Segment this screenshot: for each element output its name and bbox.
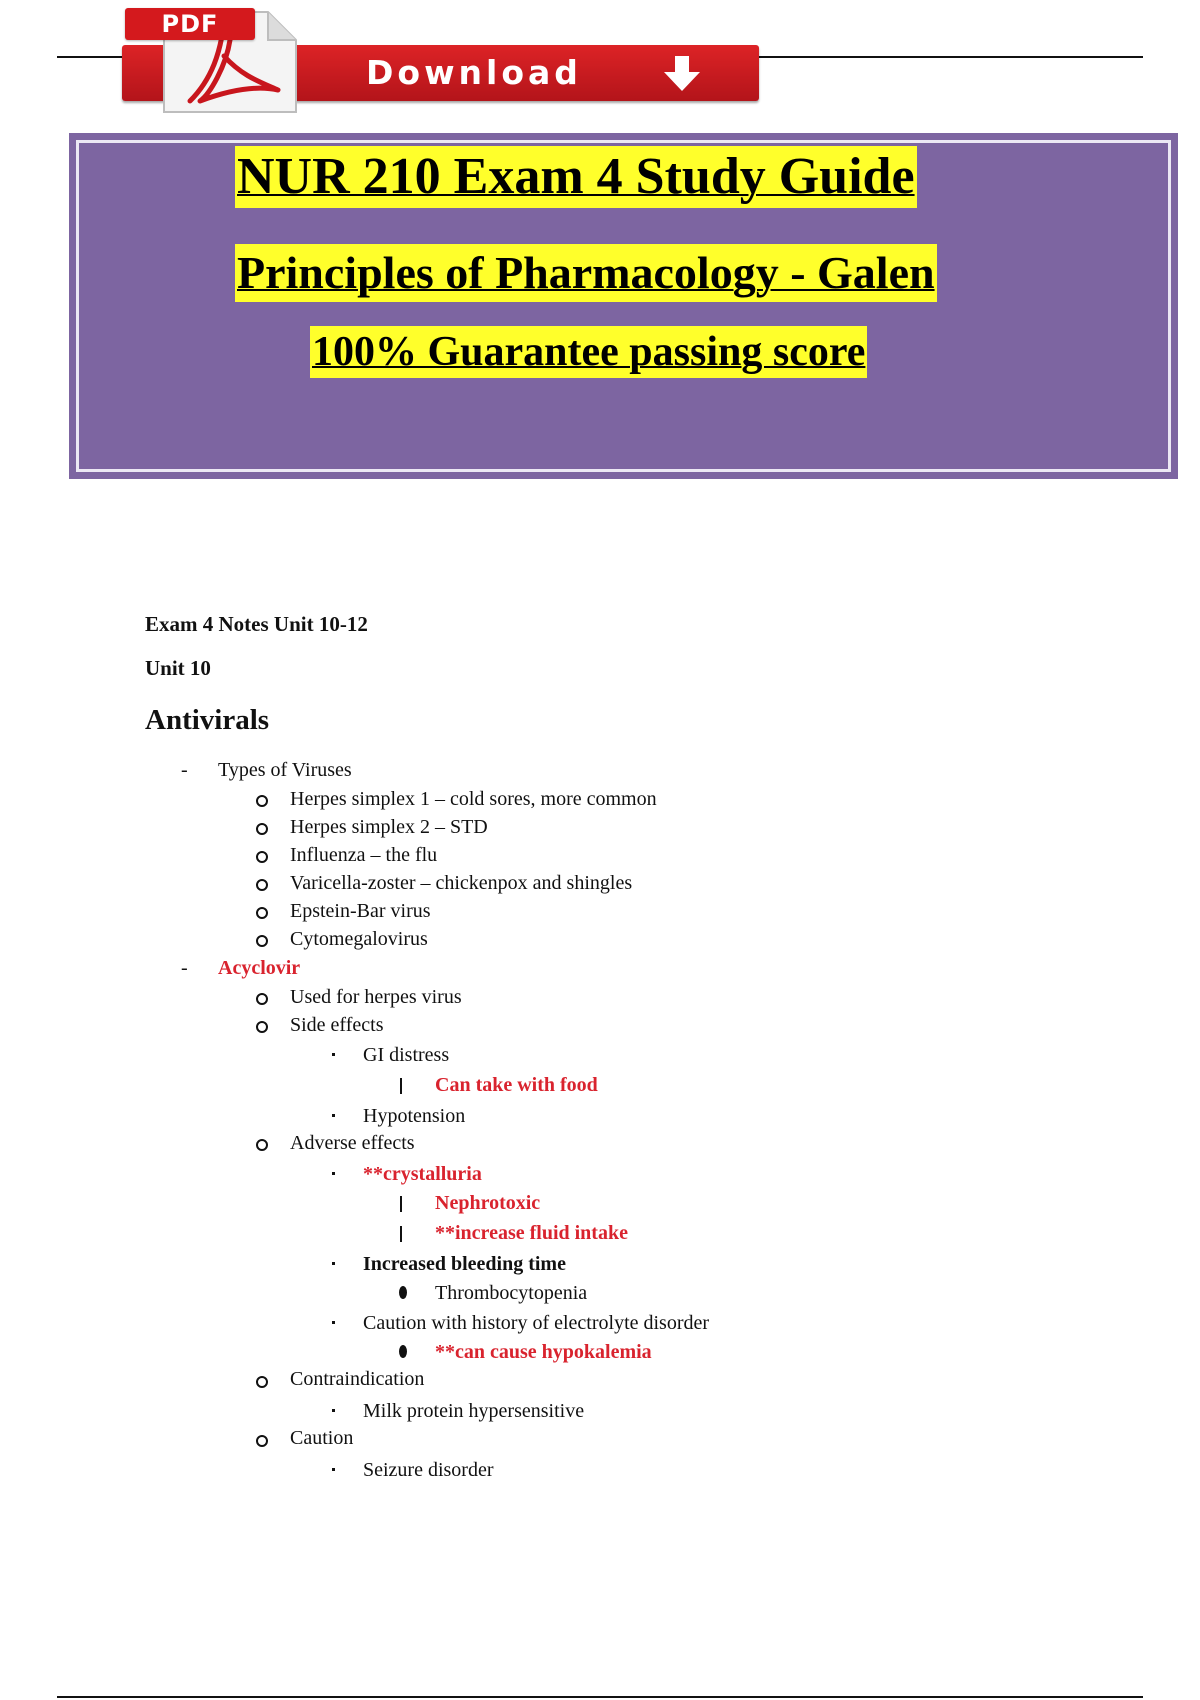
download-label[interactable]: Download: [366, 53, 582, 92]
bar-bullet-icon: [400, 1226, 402, 1242]
dash-marker: -: [181, 957, 188, 979]
dot-bullet-icon: [399, 1345, 407, 1358]
pdf-badge: PDF: [125, 8, 255, 40]
notes-heading: Exam 4 Notes Unit 10-12: [145, 612, 368, 636]
circle-bullet-icon: [256, 1021, 268, 1033]
list-item: Used for herpes virus: [290, 986, 462, 1008]
square-bullet-icon: [332, 1114, 335, 1117]
dot-bullet-icon: [399, 1286, 407, 1299]
list-item: Herpes simplex 2 – STD: [290, 816, 488, 838]
list-item: Can take with food: [435, 1074, 598, 1096]
bar-bullet-icon: [400, 1196, 402, 1212]
list-item: Caution: [290, 1427, 354, 1449]
download-arrow-icon: [660, 56, 704, 97]
circle-bullet-icon: [256, 993, 268, 1005]
list-item: Cytomegalovirus: [290, 928, 428, 950]
section-heading: Antivirals: [145, 704, 270, 736]
drug-name: Acyclovir: [218, 957, 301, 979]
list-item: Epstein-Bar virus: [290, 900, 431, 922]
circle-bullet-icon: [256, 823, 268, 835]
square-bullet-icon: [332, 1172, 335, 1175]
unit-heading: Unit 10: [145, 656, 211, 680]
circle-bullet-icon: [256, 879, 268, 891]
list-item: Influenza – the flu: [290, 844, 438, 866]
circle-bullet-icon: [256, 1376, 268, 1388]
bar-bullet-icon: [400, 1078, 402, 1094]
list-item: Types of Viruses: [218, 759, 352, 781]
circle-bullet-icon: [256, 1139, 268, 1151]
list-item: Hypotension: [363, 1105, 466, 1127]
square-bullet-icon: [332, 1468, 335, 1471]
doc-subtitle: Principles of Pharmacology - Galen: [235, 244, 937, 302]
dash-marker: -: [181, 759, 188, 781]
doc-title: NUR 210 Exam 4 Study Guide: [235, 146, 917, 208]
list-item: Seizure disorder: [363, 1459, 494, 1481]
circle-bullet-icon: [256, 1435, 268, 1447]
list-item: Milk protein hypersensitive: [363, 1400, 585, 1422]
square-bullet-icon: [332, 1053, 335, 1056]
list-item: GI distress: [363, 1044, 450, 1066]
list-item: Adverse effects: [290, 1132, 415, 1154]
circle-bullet-icon: [256, 851, 268, 863]
list-item: Side effects: [290, 1014, 384, 1036]
bottom-rule: [57, 1696, 1143, 1698]
list-item: Herpes simplex 1 – cold sores, more common: [290, 788, 657, 810]
circle-bullet-icon: [256, 795, 268, 807]
square-bullet-icon: [332, 1321, 335, 1324]
list-item: **can cause hypokalemia: [435, 1341, 652, 1363]
list-item: Contraindication: [290, 1368, 425, 1390]
list-item: Caution with history of electrolyte disorder: [363, 1312, 710, 1334]
circle-bullet-icon: [256, 907, 268, 919]
list-item: Varicella-zoster – chickenpox and shingles: [290, 872, 633, 894]
square-bullet-icon: [332, 1409, 335, 1412]
list-item: Thrombocytopenia: [435, 1282, 588, 1304]
list-item: **crystalluria: [363, 1163, 482, 1185]
list-item: Increased bleeding time: [363, 1253, 566, 1275]
list-item: Nephrotoxic: [435, 1192, 541, 1214]
circle-bullet-icon: [256, 935, 268, 947]
list-item: **increase fluid intake: [435, 1222, 628, 1244]
doc-tagline: 100% Guarantee passing score: [310, 326, 867, 378]
square-bullet-icon: [332, 1262, 335, 1265]
